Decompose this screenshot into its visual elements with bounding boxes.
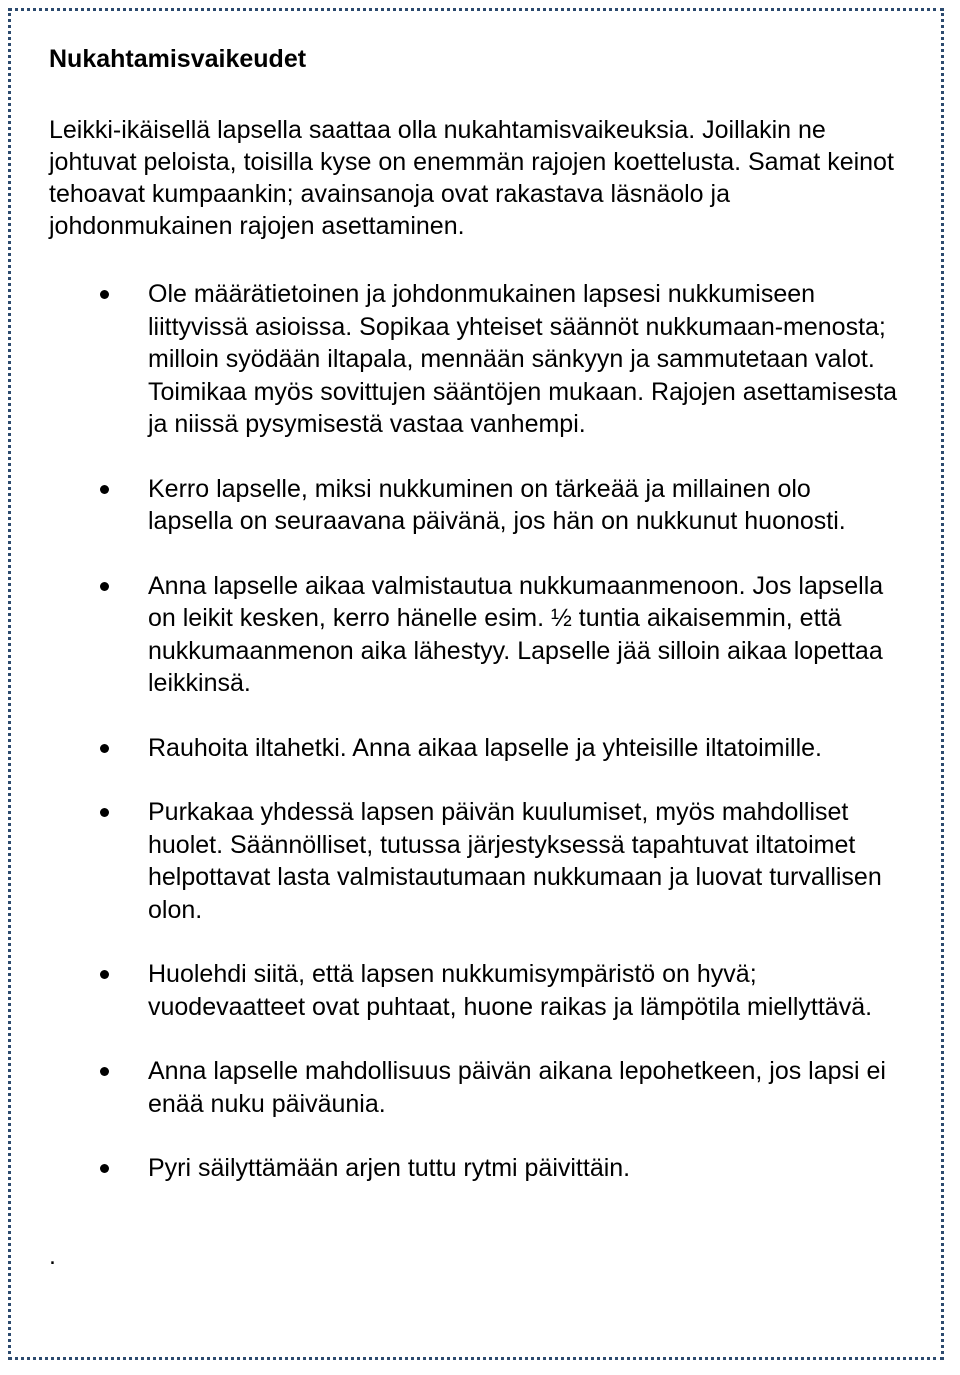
bullet-icon <box>100 744 109 753</box>
list-item-text: Pyri säilyttämään arjen tuttu rytmi päivittäin. <box>148 1154 631 1182</box>
stray-period-mark: . <box>49 1242 56 1270</box>
tips-list <box>49 278 899 1185</box>
list-item <box>49 473 899 538</box>
document-body <box>49 42 899 1217</box>
intro-paragraph: Leikki-ikäisellä lapsella saattaa olla nukahtamisvaikeuksia. Joillakin ne johtuvat peloista, toisilla kyse on enemmän rajojen koettelusta. Samat keinot tehoavat kumpaankin; avainsanoja ovat rakastava läsnäolo ja johdonmukainen rajojen asettaminen. <box>49 116 894 240</box>
list-item <box>49 1055 899 1120</box>
list-item <box>49 958 899 1023</box>
list-item <box>49 570 899 700</box>
list-item-text: Huolehdi siitä, että lapsen nukkumisympäristö on hyvä; vuodevaatteet ovat puhtaat, huone raikas ja lämpötila miellyttävä. <box>148 960 873 1021</box>
bullet-icon <box>100 485 109 494</box>
list-item-text: Rauhoita iltahetki. Anna aikaa lapselle ja yhteisille iltatoimille. <box>148 733 822 762</box>
list-item-text: Anna lapselle aikaa valmistautua nukkumaanmenoon. Jos lapsella on leikit kesken, kerro hänelle esim. ½ tuntia aikaisemmin, että nukkumaanmenon aika lähestyy. Lapselle jää silloin aikaa lopettaa leikkinsä. <box>148 571 884 697</box>
bullet-icon <box>100 808 109 817</box>
bullet-icon <box>100 970 109 979</box>
list-item-text: Ole määrätietoinen ja johdonmukainen lapsesi nukkumiseen liittyvissä asioissa. Sopikaa yhteiset säännöt nukkumaan-menosta; milloin syödään iltapala, mennään sänkyyn ja sammutetaan valot. Toimikaa myös sovittujen sääntöjen mukaan. Rajojen asettamisesta ja niissä pysymisestä vastaa vanhempi. <box>148 280 897 438</box>
list-item <box>49 796 899 926</box>
page-title: Nukahtamisvaikeudet <box>49 45 307 73</box>
list-item <box>49 1152 899 1185</box>
list-item-text: Kerro lapselle, miksi nukkuminen on tärkeää ja millainen olo lapsella on seuraavana päivänä, jos hän on nukkunut huonosti. <box>148 474 846 535</box>
bullet-icon <box>100 1067 109 1076</box>
bullet-icon <box>100 582 109 591</box>
list-item <box>49 278 899 441</box>
list-item-text: Anna lapselle mahdollisuus päivän aikana lepohetkeen, jos lapsi ei enää nuku päiväunia. <box>148 1057 886 1118</box>
bullet-icon <box>100 1164 109 1173</box>
list-item <box>49 732 899 765</box>
list-item-text: Purkakaa yhdessä lapsen päivän kuulumiset, myös mahdolliset huolet. Säännölliset, tutussa järjestyksessä tapahtuvat iltatoimet helpottavat lasta valmistautumaan nukkumaan ja luovat turvallisen olon. <box>148 798 882 924</box>
bullet-icon <box>100 290 109 299</box>
